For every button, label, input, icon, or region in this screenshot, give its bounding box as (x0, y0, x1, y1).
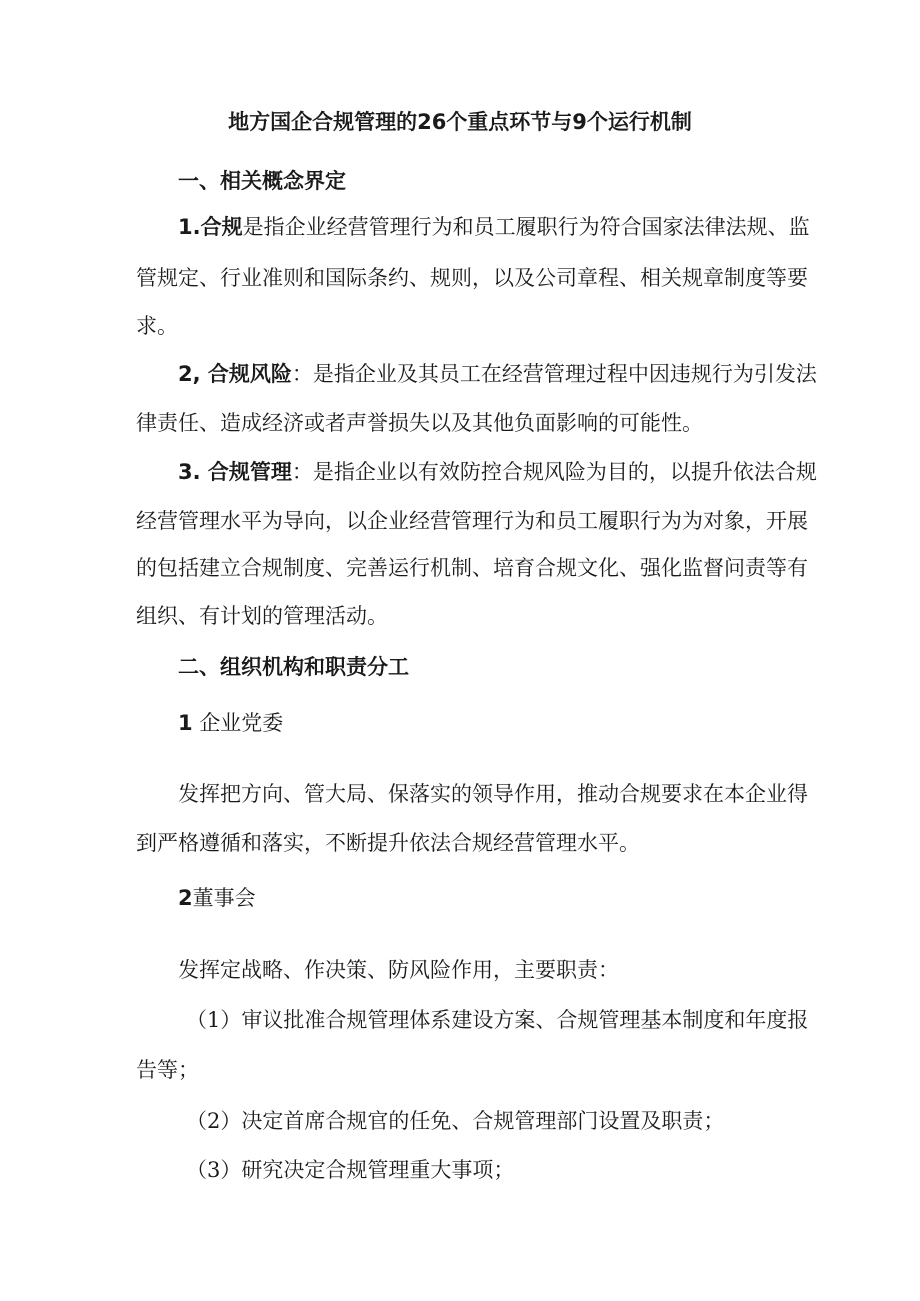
definition-risk-line-1: 2, 合规风险：是指企业及其员工在经营管理过程中因违规行为引发法 (178, 362, 817, 386)
board-item-3: （3）研究决定合规管理重大事项； (186, 1158, 515, 1182)
term-compliance: 1.合规 (178, 215, 243, 239)
subheading-board: 2董事会 (178, 886, 256, 910)
board-item-1-line-1: （1）审议批准合规管理体系建设方案、合规管理基本制度和年度报 (186, 1008, 809, 1032)
section-heading-concepts: 一、相关概念界定 (178, 169, 346, 193)
board-item-1-line-2: 告等； (136, 1058, 199, 1082)
section-heading-organization: 二、组织机构和职责分工 (178, 655, 409, 679)
board-intro: 发挥定战略、作决策、防风险作用，主要职责： (178, 958, 619, 982)
definition-compliance-line-3: 求。 (136, 314, 178, 338)
definition-compliance-line-2: 管规定、行业准则和国际条约、规则，以及公司章程、相关规章制度等要 (136, 266, 808, 290)
term-management: 3. 合规管理 (178, 460, 292, 484)
definition-compliance-line-1: 1.合规是指企业经营管理行为和员工履职行为符合国家法律法规、监 (178, 215, 810, 239)
definition-management-line-4: 组织、有计划的管理活动。 (136, 604, 388, 628)
party-committee-text-line-2: 到严格遵循和落实，不断提升依法合规经营管理水平。 (136, 831, 640, 855)
definition-management-line-1: 3. 合规管理：是指企业以有效防控合规风险为目的，以提升依法合规 (178, 460, 817, 484)
definition-risk-line-2: 律责任、造成经济或者声誉损失以及其他负面影响的可能性。 (136, 411, 703, 435)
document-title: 地方国企合规管理的26个重点环节与9个运行机制 (228, 110, 692, 134)
subheading-party-committee: 1 企业党委 (178, 711, 284, 735)
party-committee-text-line-1: 发挥把方向、管大局、保落实的领导作用，推动合规要求在本企业得 (178, 782, 808, 806)
term-risk: 2, 合规风险 (178, 362, 292, 386)
definition-management-line-2: 经营管理水平为导向，以企业经营管理行为和员工履职行为为对象，开展 (136, 509, 808, 533)
board-item-2: （2）决定首席合规官的任免、合规管理部门设置及职责； (186, 1109, 725, 1133)
definition-management-line-3: 的包括建立合规制度、完善运行机制、培育合规文化、强化监督问责等有 (136, 556, 808, 580)
